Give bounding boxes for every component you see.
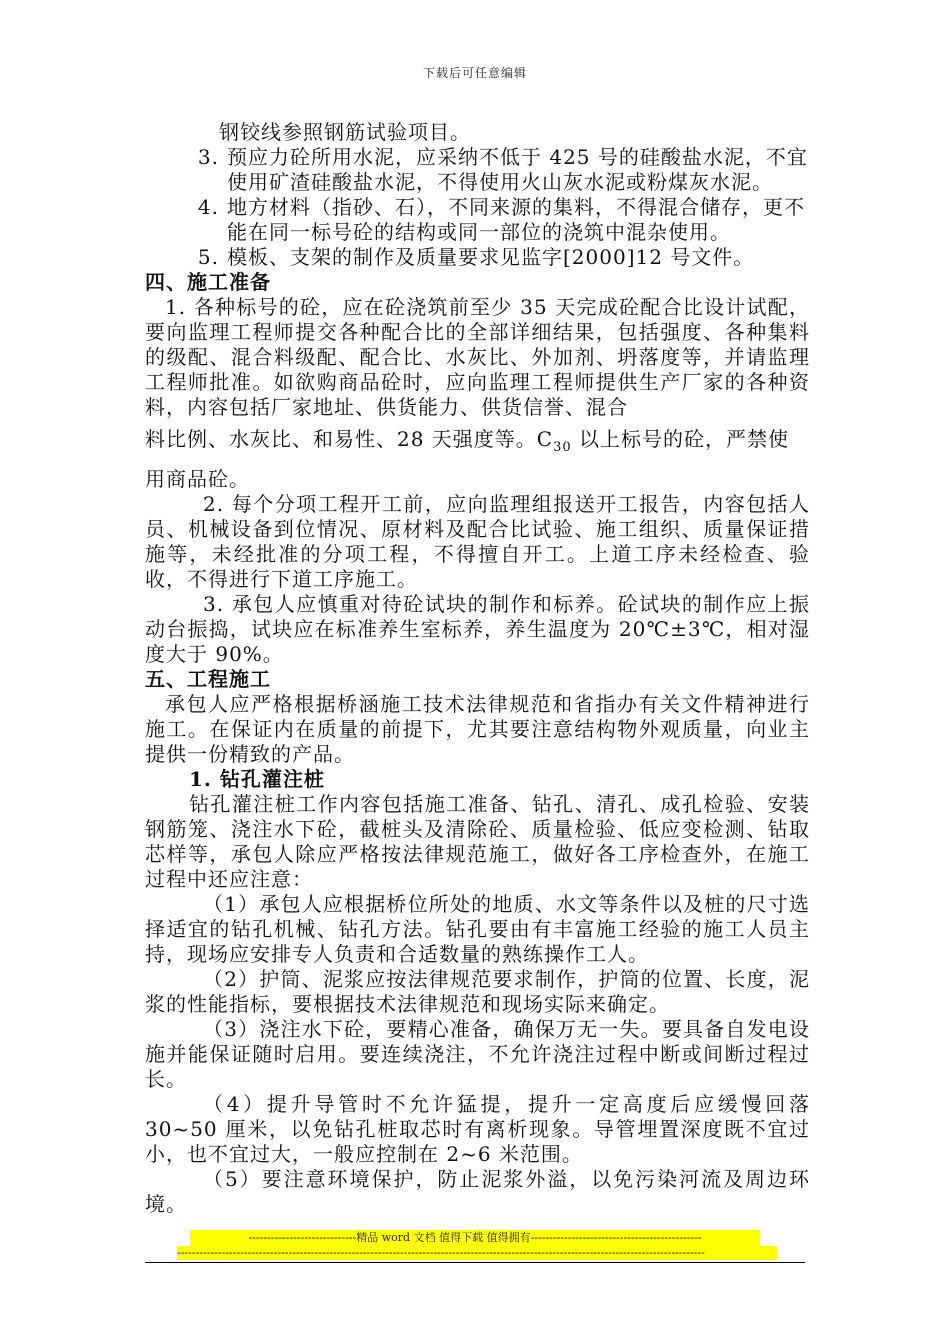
list-item: [145, 145, 810, 195]
point-3: （3）浇注水下砼，要精心准备，确保万无一失。要具备自发电设施并能保证随时启用。要连续浇注，不允许浇注过程中断或间断过程过长。: [145, 1017, 810, 1091]
list-text: 模板、支架的制作及质量要求见监字[2000]12 号文件。: [227, 245, 755, 269]
paragraph-4-3: 3. 承包人应慎重对待砼试块的制作和标养。砼试块的制作应上振动台振捣，试块应在标准养生室标养，养生温度为 20℃±3℃，相对湿度大于 90%。: [145, 592, 810, 666]
page-header: 下载后可任意编辑: [422, 66, 527, 80]
sub-heading-1: 1. 钻孔灌注桩: [189, 767, 325, 791]
point-2: （2）护筒、泥浆应按法律规范要求制作，护筒的位置、长度，泥浆的性能指标，要根据技术法律规范和现场实际来确定。: [145, 967, 810, 1016]
document-body: [145, 120, 810, 1217]
list-text: 预应力砼所用水泥，应采纳不低于 425 号的硅酸盐水泥，不宜使用矿渣硅酸盐水泥，不得使用火山灰水泥或粉煤灰水泥。: [227, 145, 808, 194]
footer-rule: [145, 1262, 805, 1263]
paragraph-4-1a: 1. 各种标号的砼，应在砼浇筑前至少 35 天完成砼配合比设计试配，要向监理工程师提交各种配合比的全部详细结果，包括强度、各种集料的级配、混合料级配、配合比、水灰比、外加剂、坍落度等，并请监理工程师批准。如欲购商品砼时，应向监理工程师提供生产厂家的各种资料，内容包括厂家地址、供货能力、供货信誉、混合: [145, 295, 810, 419]
list-number: 3.: [197, 145, 219, 169]
section-heading-4: 四、施工准备: [145, 270, 271, 294]
footer-dash-line: ----------------------------------------------------------------------------------------------------------------------------------------------: [177, 1246, 777, 1260]
point-1: （1）承包人应根据桥位所处的地质、水文等条件以及桩的尺寸选择适宜的钻孔机械、钻孔方法。钻孔要由有丰富施工经验的施工人员主持，现场应安排专人负责和合适数量的熟练操作工人。: [145, 892, 810, 966]
list-number: 4.: [197, 195, 219, 219]
list-number: 5.: [197, 245, 219, 269]
continuation-line: 钢铰线参照钢筋试验项目。: [219, 120, 471, 144]
footer-banner: -----------------------------精品 word 文档 值得下载 值得拥有----------------------------------------------: [190, 1230, 760, 1246]
list-text: 地方材料（指砂、石），不同来源的集料，不得混合储存，更不能在同一标号砼的结构或同一部位的浇筑中混杂使用。: [227, 195, 805, 244]
paragraph-4-2: 2. 每个分项工程开工前，应向监理组报送开工报告，内容包括人员、机械设备到位情况、原材料及配合比试验、施工组织、质量保证措施等，未经批准的分项工程，不得擅自开工。上道工序未经检查、验收，不得进行下道工序施工。: [145, 492, 810, 591]
point-4: （4）提升导管时不允许猛提，提升一定高度后应缓慢回落 30~50 厘米，以免钻孔桩取芯时有离析现象。导管埋置深度既不宜过小，也不宜过大，一般应控制在 2~6 米范围。: [145, 1092, 810, 1166]
paragraph-4-1c: 用商品砼。: [145, 467, 250, 491]
list-item: [145, 245, 810, 270]
section-heading-5: 五、工程施工: [145, 667, 271, 691]
paragraph-5-1-intro: 钻孔灌注桩工作内容包括施工准备、钻孔、清孔、成孔检验、安装钢筋笼、浇注水下砼，截桩头及清除砼、质量检验、低应变检测、钻取芯样等，承包人除应严格按法律规范施工，做好各工序检查外，在施工过程中还应注意：: [145, 792, 810, 891]
paragraph-5-intro: 承包人应严格根据桥涵施工技术法律规范和省指办有关文件精神进行施工。在保证内在质量的前提下，尤其要注意结构物外观质量，向业主提供一份精致的产品。: [145, 692, 810, 766]
point-5: （5）要注意环境保护，防止泥浆外溢，以免污染河流及周边环境。: [145, 1167, 810, 1216]
list-item: [145, 195, 810, 245]
paragraph-4-1b: 料比例、水灰比、和易性、28 天强度等。$C_{30}$ 以上标号的砼，严禁使: [145, 427, 790, 455]
